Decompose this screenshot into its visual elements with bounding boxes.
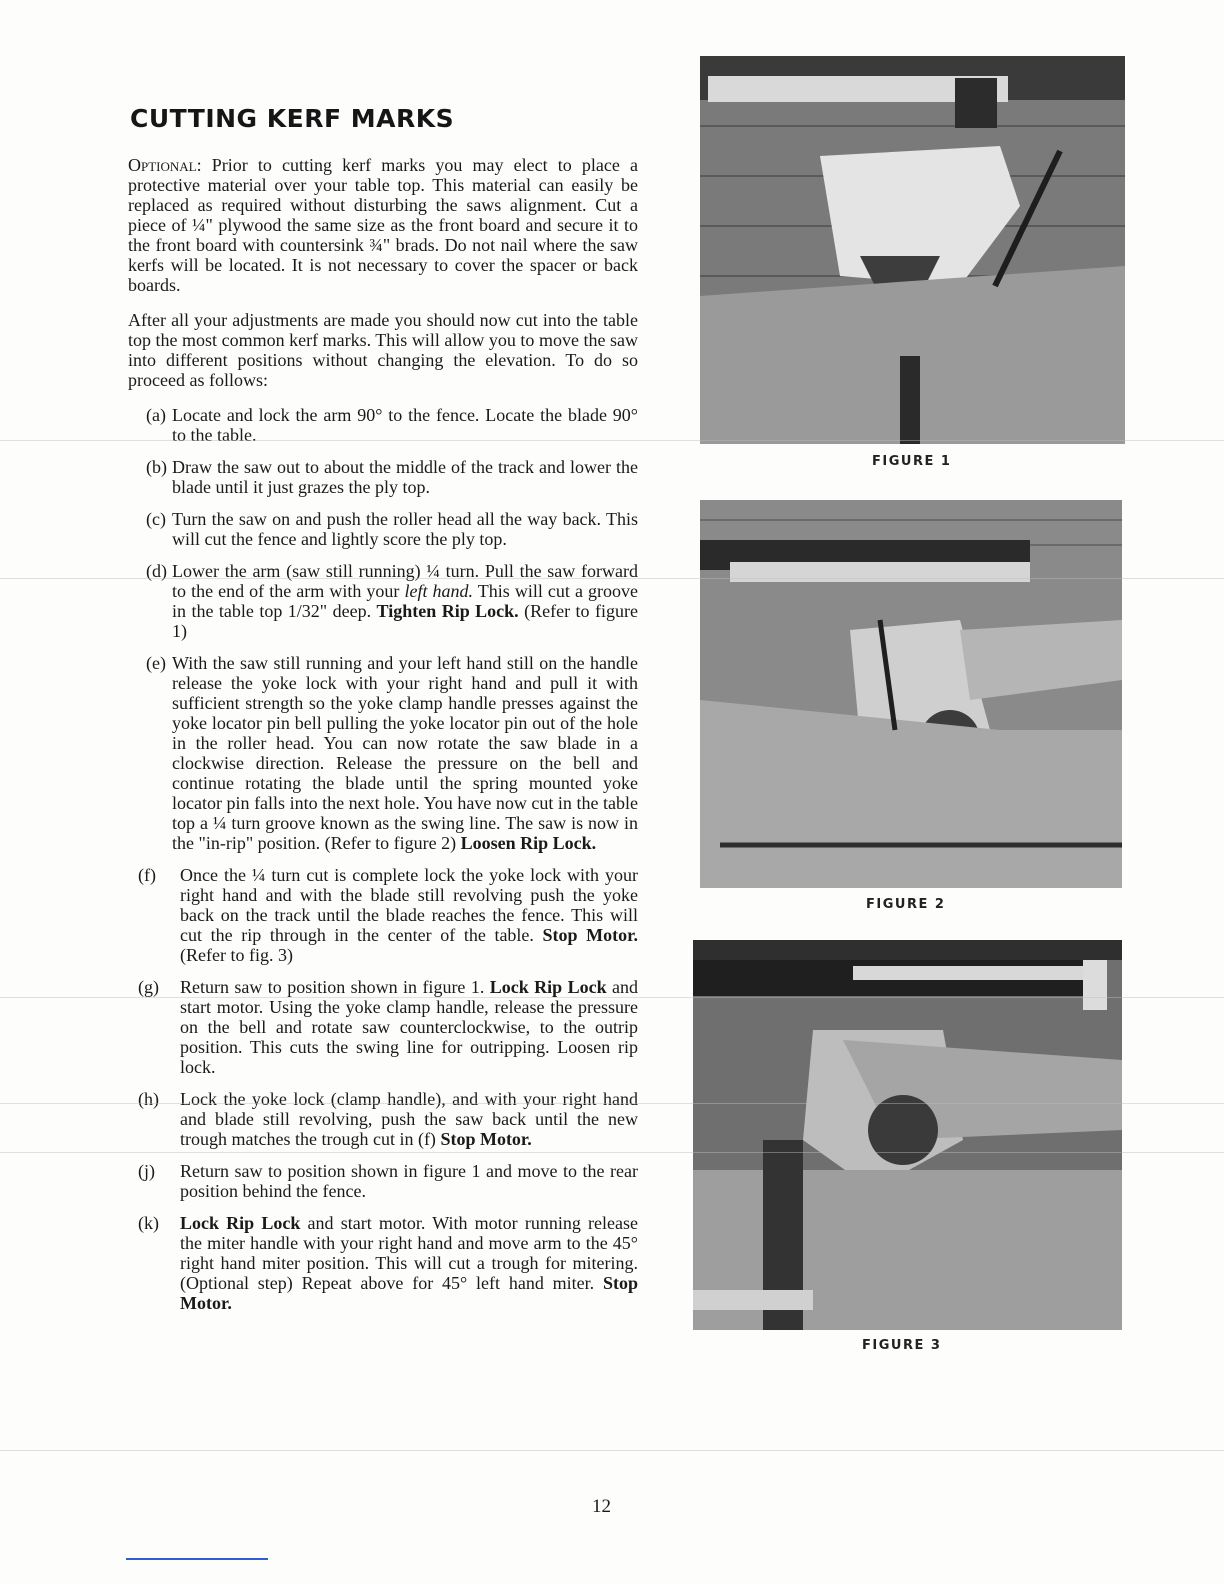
step-c — [128, 509, 638, 549]
intro-text: Prior to cutting kerf marks you may elect to place a protective material over your table top. This material can easily be replaced as required without disturbing the saws alignment. Cut a piece of ¼" plywood the same size as the front board and secure it to the front board with countersink ¾" brads. Do not nail where the saw kerfs will be located. It is not necessary to cover the spacer or back boards. — [128, 155, 638, 295]
stop-motor-emphasis: Stop Motor. — [180, 1273, 638, 1313]
step-a — [128, 405, 638, 445]
step-h — [128, 1089, 638, 1149]
step-f — [128, 865, 638, 965]
scan-artifact-line — [0, 1103, 1224, 1104]
step-text — [172, 653, 638, 853]
step-text-part: and start motor. With motor running release the miter handle with your right hand and move arm to the 45° right hand miter position. This will cut a trough for mitering. (Optional step) Repeat above for 45° left hand miter. — [180, 1213, 638, 1293]
step-text-part: With the saw still running and your left hand still on the handle release the yoke lock with your right hand and pull it with sufficient strength so the yoke clamp handle presses against the yoke locator pin bell pulling the yoke locator pin out of the hole in the roller head. You can now rotate the saw blade in a clockwise direction. Release the pressure on the bell and continue rotating the blade until the spring mounted yoke locator pin falls into the next hole. You have now cut in the table top a ¼ turn groove known as the swing line. The saw is now in the "in-rip" position. (Refer to figure 2) — [172, 653, 638, 853]
step-text: Draw the saw out to about the middle of the track and lower the blade until it just grazes the ply top. — [172, 457, 638, 497]
figure-2-photo — [700, 500, 1122, 888]
figure-3-caption: FIGURE 3 — [862, 1338, 942, 1353]
step-text: Turn the saw on and push the roller head all the way back. This will cut the fence and lightly score the ply top. — [172, 509, 638, 549]
radial-arm-saw-photo-3 — [693, 940, 1122, 1330]
step-e — [128, 653, 638, 853]
step-text-part: and start motor. Using the yoke clamp handle, release the pressure on the bell and rotate saw counterclockwise, to the outrip position. This cuts the swing line for outripping. Loosen rip lock. — [180, 977, 638, 1077]
scan-artifact-line — [0, 578, 1224, 579]
step-text: Return saw to position shown in figure 1 and move to the rear position behind the fence. — [180, 1161, 638, 1201]
step-j — [128, 1161, 638, 1201]
step-text — [180, 1089, 638, 1149]
tighten-rip-lock-emphasis: Tighten Rip Lock. — [376, 601, 519, 621]
page-title: CUTTING KERF MARKS — [130, 104, 455, 133]
optional-label: Optional: — [128, 155, 202, 175]
step-text-part: Lower the arm (saw still running) ¼ turn. Pull the saw forward to the end of the arm with your — [172, 561, 638, 601]
scan-artifact-line — [0, 440, 1224, 441]
step-label: (j) — [138, 1161, 155, 1181]
left-hand-emphasis: left hand. — [404, 581, 474, 601]
step-text-part: (Refer to figure 1) — [172, 601, 638, 641]
stop-motor-emphasis: Stop Motor. — [542, 925, 638, 945]
step-text — [180, 1213, 638, 1313]
step-d — [128, 561, 638, 641]
lock-rip-lock-emphasis: Lock Rip Lock — [180, 1213, 301, 1233]
step-text — [180, 865, 638, 965]
figure-1-photo — [700, 56, 1125, 444]
figure-3-photo — [693, 940, 1122, 1330]
radial-arm-saw-photo-2 — [700, 500, 1122, 888]
step-label: (e) — [146, 653, 166, 673]
figure-2-caption: FIGURE 2 — [866, 897, 946, 912]
step-label: (d) — [146, 561, 167, 581]
step-text-part: Lock the yoke lock (clamp handle), and with your right hand and blade still revolving, push the saw back until the new trough matches the trough cut in (f) — [180, 1089, 638, 1149]
step-text — [180, 977, 638, 1077]
intro-paragraph — [128, 155, 638, 295]
step-label: (a) — [146, 405, 166, 425]
instructions-column — [128, 155, 638, 1325]
stop-motor-emphasis: Stop Motor. — [440, 1129, 532, 1149]
step-text-part: This will cut a groove in the table top 1/32" deep. — [172, 581, 638, 621]
lock-rip-lock-emphasis: Lock Rip Lock — [489, 977, 607, 997]
step-text: Locate and lock the arm 90° to the fence. Locate the blade 90° to the table. — [172, 405, 638, 445]
loosen-rip-lock-emphasis: Loosen Rip Lock. — [460, 833, 597, 853]
step-text-part: (Refer to fig. 3) — [180, 945, 293, 965]
step-text — [172, 561, 638, 641]
scan-artifact-line — [0, 1450, 1224, 1451]
step-g — [128, 977, 638, 1077]
scan-artifact-line — [0, 997, 1224, 998]
step-label: (h) — [138, 1089, 159, 1109]
page-number: 12 — [592, 1496, 611, 1517]
step-label: (f) — [138, 865, 156, 885]
procedure-paragraph: After all your adjustments are made you should now cut into the table top the most common kerf marks. This will allow you to move the saw into different positions without changing the elevation. To do so proceed as follows: — [128, 310, 638, 390]
step-text-part: Once the ¼ turn cut is complete lock the yoke lock with your right hand and with the blade still revolving push the yoke back on the track until the blade reaches the fence. This will cut the rip through in the center of the table. — [180, 865, 638, 945]
step-label: (k) — [138, 1213, 159, 1233]
step-label: (b) — [146, 457, 167, 477]
footer-rule — [126, 1558, 268, 1560]
radial-arm-saw-photo-1 — [700, 56, 1125, 444]
step-text-part: Return saw to position shown in figure 1. — [180, 977, 490, 997]
figure-1-caption: FIGURE 1 — [872, 454, 952, 469]
scan-artifact-line — [0, 1152, 1224, 1153]
step-label: (g) — [138, 977, 159, 997]
step-label: (c) — [146, 509, 166, 529]
step-k — [128, 1213, 638, 1313]
step-b — [128, 457, 638, 497]
